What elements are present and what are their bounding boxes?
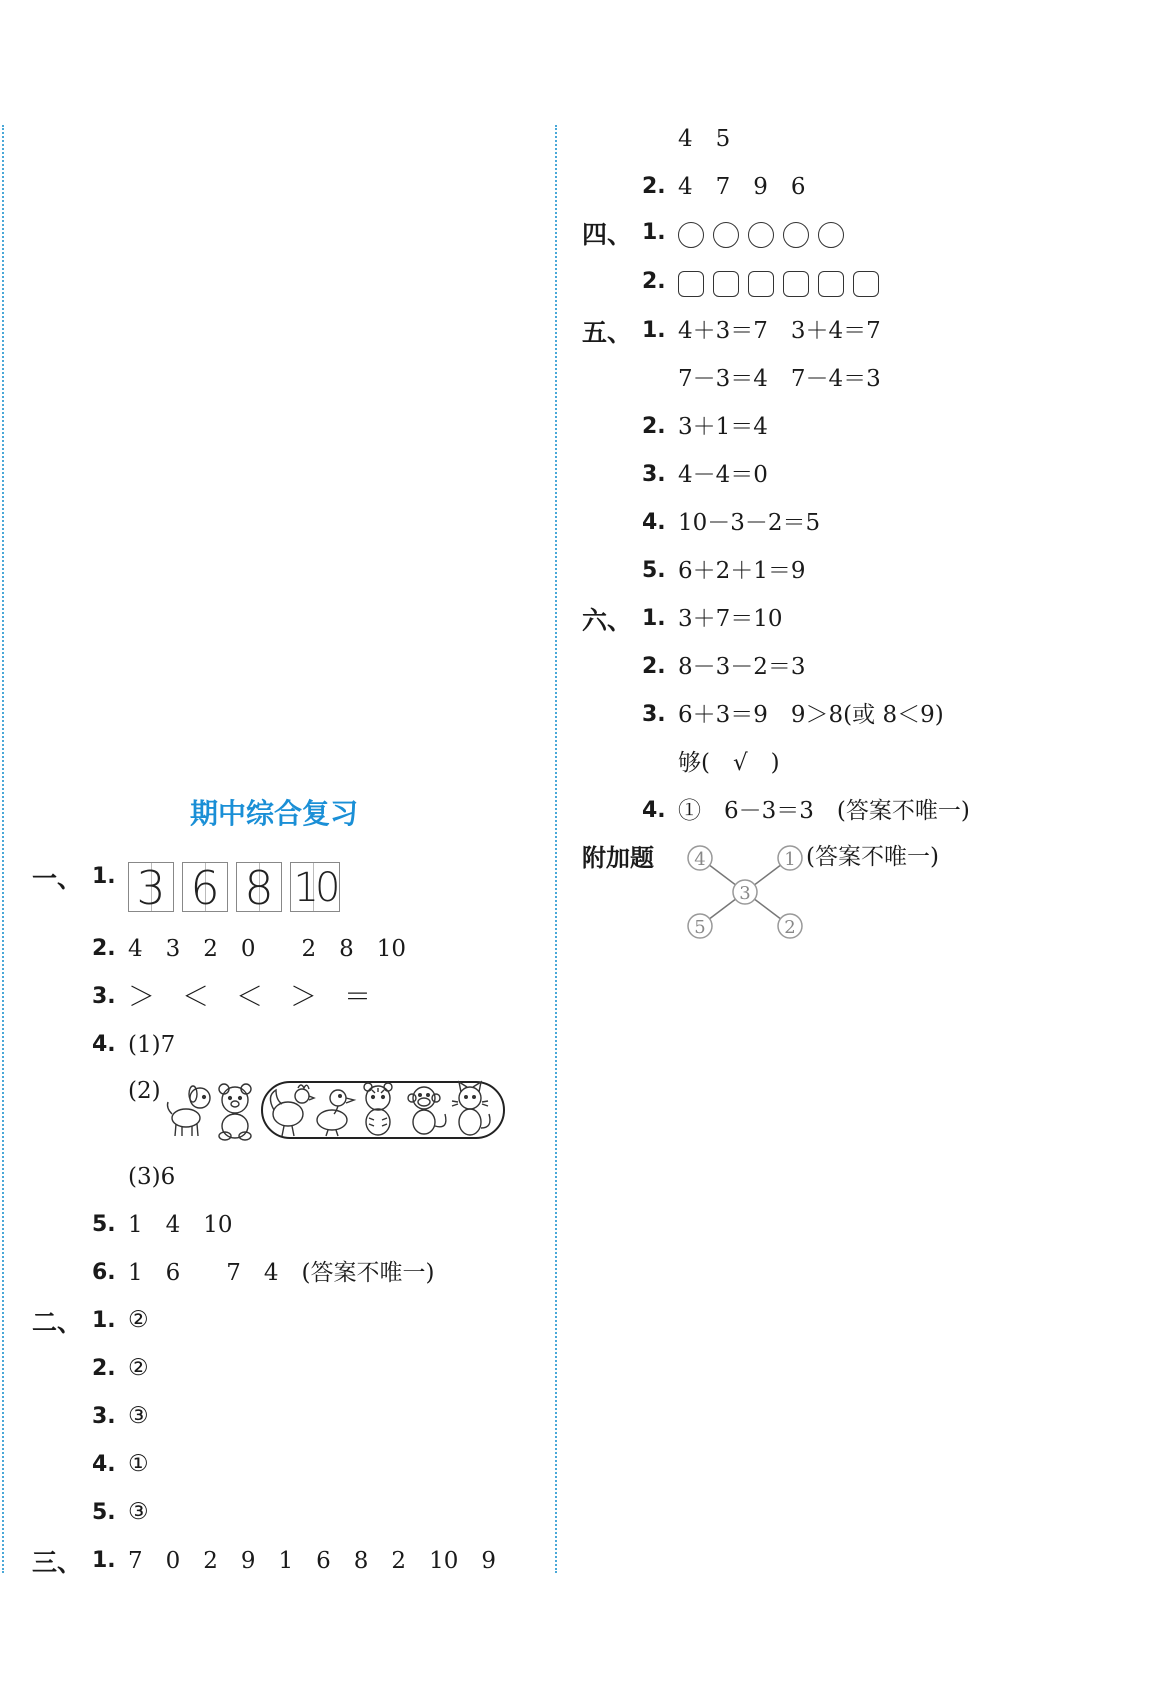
duck-icon xyxy=(317,1090,354,1136)
q-number: 3. xyxy=(642,462,666,487)
q-number: 4. xyxy=(642,510,666,535)
rounded-square-shape xyxy=(713,271,739,297)
answer-text: 6＋3＝9 9＞8(或 8＜9) xyxy=(678,702,944,728)
q-number: 4. xyxy=(642,798,666,823)
section-one-label: 一、 xyxy=(32,864,83,893)
writing-grid-digit: 8 xyxy=(236,862,282,912)
answer-text: ③ xyxy=(128,1499,149,1525)
answer-text: 够( √ ) xyxy=(678,750,780,776)
answer-text: ＞ ＜ ＜ ＞ ＝ xyxy=(128,982,371,1013)
q-number: 5. xyxy=(92,1212,116,1237)
q-number: 2. xyxy=(642,414,666,439)
svg-text:2: 2 xyxy=(784,917,796,938)
node-top-right xyxy=(778,846,802,870)
rounded-square-shape xyxy=(783,271,809,297)
answer-text: 1 4 10 xyxy=(128,1212,233,1238)
section-title: 期中综合复习 xyxy=(190,797,359,830)
q-number: 3. xyxy=(642,702,666,727)
q-number: 1. xyxy=(642,318,666,343)
section-six-label: 六、 xyxy=(582,606,633,635)
bear-icon xyxy=(219,1084,251,1140)
q-number: 1. xyxy=(92,1548,116,1573)
circle-shape xyxy=(678,222,704,248)
animal-lineup-illustration xyxy=(162,1074,508,1146)
q-number: 3. xyxy=(92,984,116,1009)
q-number: 2. xyxy=(642,174,666,199)
answer-text: ② xyxy=(128,1307,149,1333)
circle-shape xyxy=(783,222,809,248)
square-row xyxy=(678,271,879,297)
section-five-label: 五、 xyxy=(582,318,633,347)
monkey-icon xyxy=(408,1087,446,1134)
answer-text: 10－3－2＝5 xyxy=(678,510,821,536)
answer-text: ② xyxy=(128,1355,149,1381)
answer-text: ① xyxy=(128,1451,149,1477)
rounded-square-shape xyxy=(818,271,844,297)
answer-text: (1)7 xyxy=(128,1032,176,1058)
answer-text: ① 6－3＝3 (答案不唯一) xyxy=(678,798,970,824)
cat-icon xyxy=(452,1082,490,1135)
answer-text: 6＋2＋1＝9 xyxy=(678,558,806,584)
node-center xyxy=(733,880,757,904)
svg-text:1: 1 xyxy=(784,849,796,870)
answer-text: (3)6 xyxy=(128,1164,176,1190)
node-bottom-right xyxy=(778,914,802,938)
answer-text: 8－3－2＝3 xyxy=(678,654,806,680)
q-number: 2. xyxy=(642,269,666,294)
answer-text: ③ xyxy=(128,1403,149,1429)
answer-text: 4＋3＝7 3＋4＝7 xyxy=(678,318,881,344)
q-number: 5. xyxy=(642,558,666,583)
q-number: 1. xyxy=(642,606,666,631)
rounded-square-shape xyxy=(748,271,774,297)
answer-text: 7－3＝4 7－4＝3 xyxy=(678,366,881,392)
writing-grid-digit: 3 xyxy=(128,862,174,912)
circle-shape xyxy=(818,222,844,248)
node-bottom-left xyxy=(688,914,712,938)
rooster-icon xyxy=(270,1085,314,1136)
svg-text:5: 5 xyxy=(694,917,706,938)
section-two-label: 二、 xyxy=(32,1308,83,1337)
dog-icon xyxy=(168,1086,211,1136)
q-number: 1. xyxy=(642,220,666,245)
bonus-note: (答案不唯一) xyxy=(806,844,939,870)
circle-shape xyxy=(713,222,739,248)
continued-answer: 4 5 xyxy=(678,126,731,152)
answer-text: 4 7 9 6 xyxy=(678,174,806,200)
rounded-square-shape xyxy=(678,271,704,297)
q-number: 4. xyxy=(92,1452,116,1477)
section-four-label: 四、 xyxy=(582,220,633,249)
number-cross-diagram xyxy=(680,836,810,946)
answer-text: 3＋1＝4 xyxy=(678,414,768,440)
q-number: 6. xyxy=(92,1260,116,1285)
rounded-square-shape xyxy=(853,271,879,297)
q-number: 1. xyxy=(92,864,116,889)
circle-row xyxy=(678,222,844,248)
writing-grid-digit: 10 xyxy=(290,862,340,912)
center-dotted-divider xyxy=(555,125,557,1573)
writing-grid-digit: 6 xyxy=(182,862,228,912)
q-number: 5. xyxy=(92,1500,116,1525)
answer-text: 4 3 2 0 2 8 10 xyxy=(128,936,407,962)
answer-text: 1 6 7 4 (答案不唯一) xyxy=(128,1260,435,1286)
q-number: 3. xyxy=(92,1404,116,1429)
svg-text:4: 4 xyxy=(694,849,706,870)
q-number: 1. xyxy=(92,1308,116,1333)
tiger-icon xyxy=(364,1083,392,1135)
answer-text: 7 0 2 9 1 6 8 2 10 9 xyxy=(128,1548,496,1574)
circle-shape xyxy=(748,222,774,248)
answer-text: 3＋7＝10 xyxy=(678,606,783,632)
q-number: 2. xyxy=(642,654,666,679)
svg-text:3: 3 xyxy=(739,883,751,904)
answer-text: (2) xyxy=(128,1078,161,1104)
q-number: 4. xyxy=(92,1032,116,1057)
q-number: 2. xyxy=(92,1356,116,1381)
section-three-label: 三、 xyxy=(32,1548,83,1577)
bonus-question-label: 附加题 xyxy=(582,844,654,872)
answer-text: 4－4＝0 xyxy=(678,462,768,488)
q-number: 2. xyxy=(92,936,116,961)
node-top-left xyxy=(688,846,712,870)
left-dotted-divider xyxy=(2,125,4,1573)
